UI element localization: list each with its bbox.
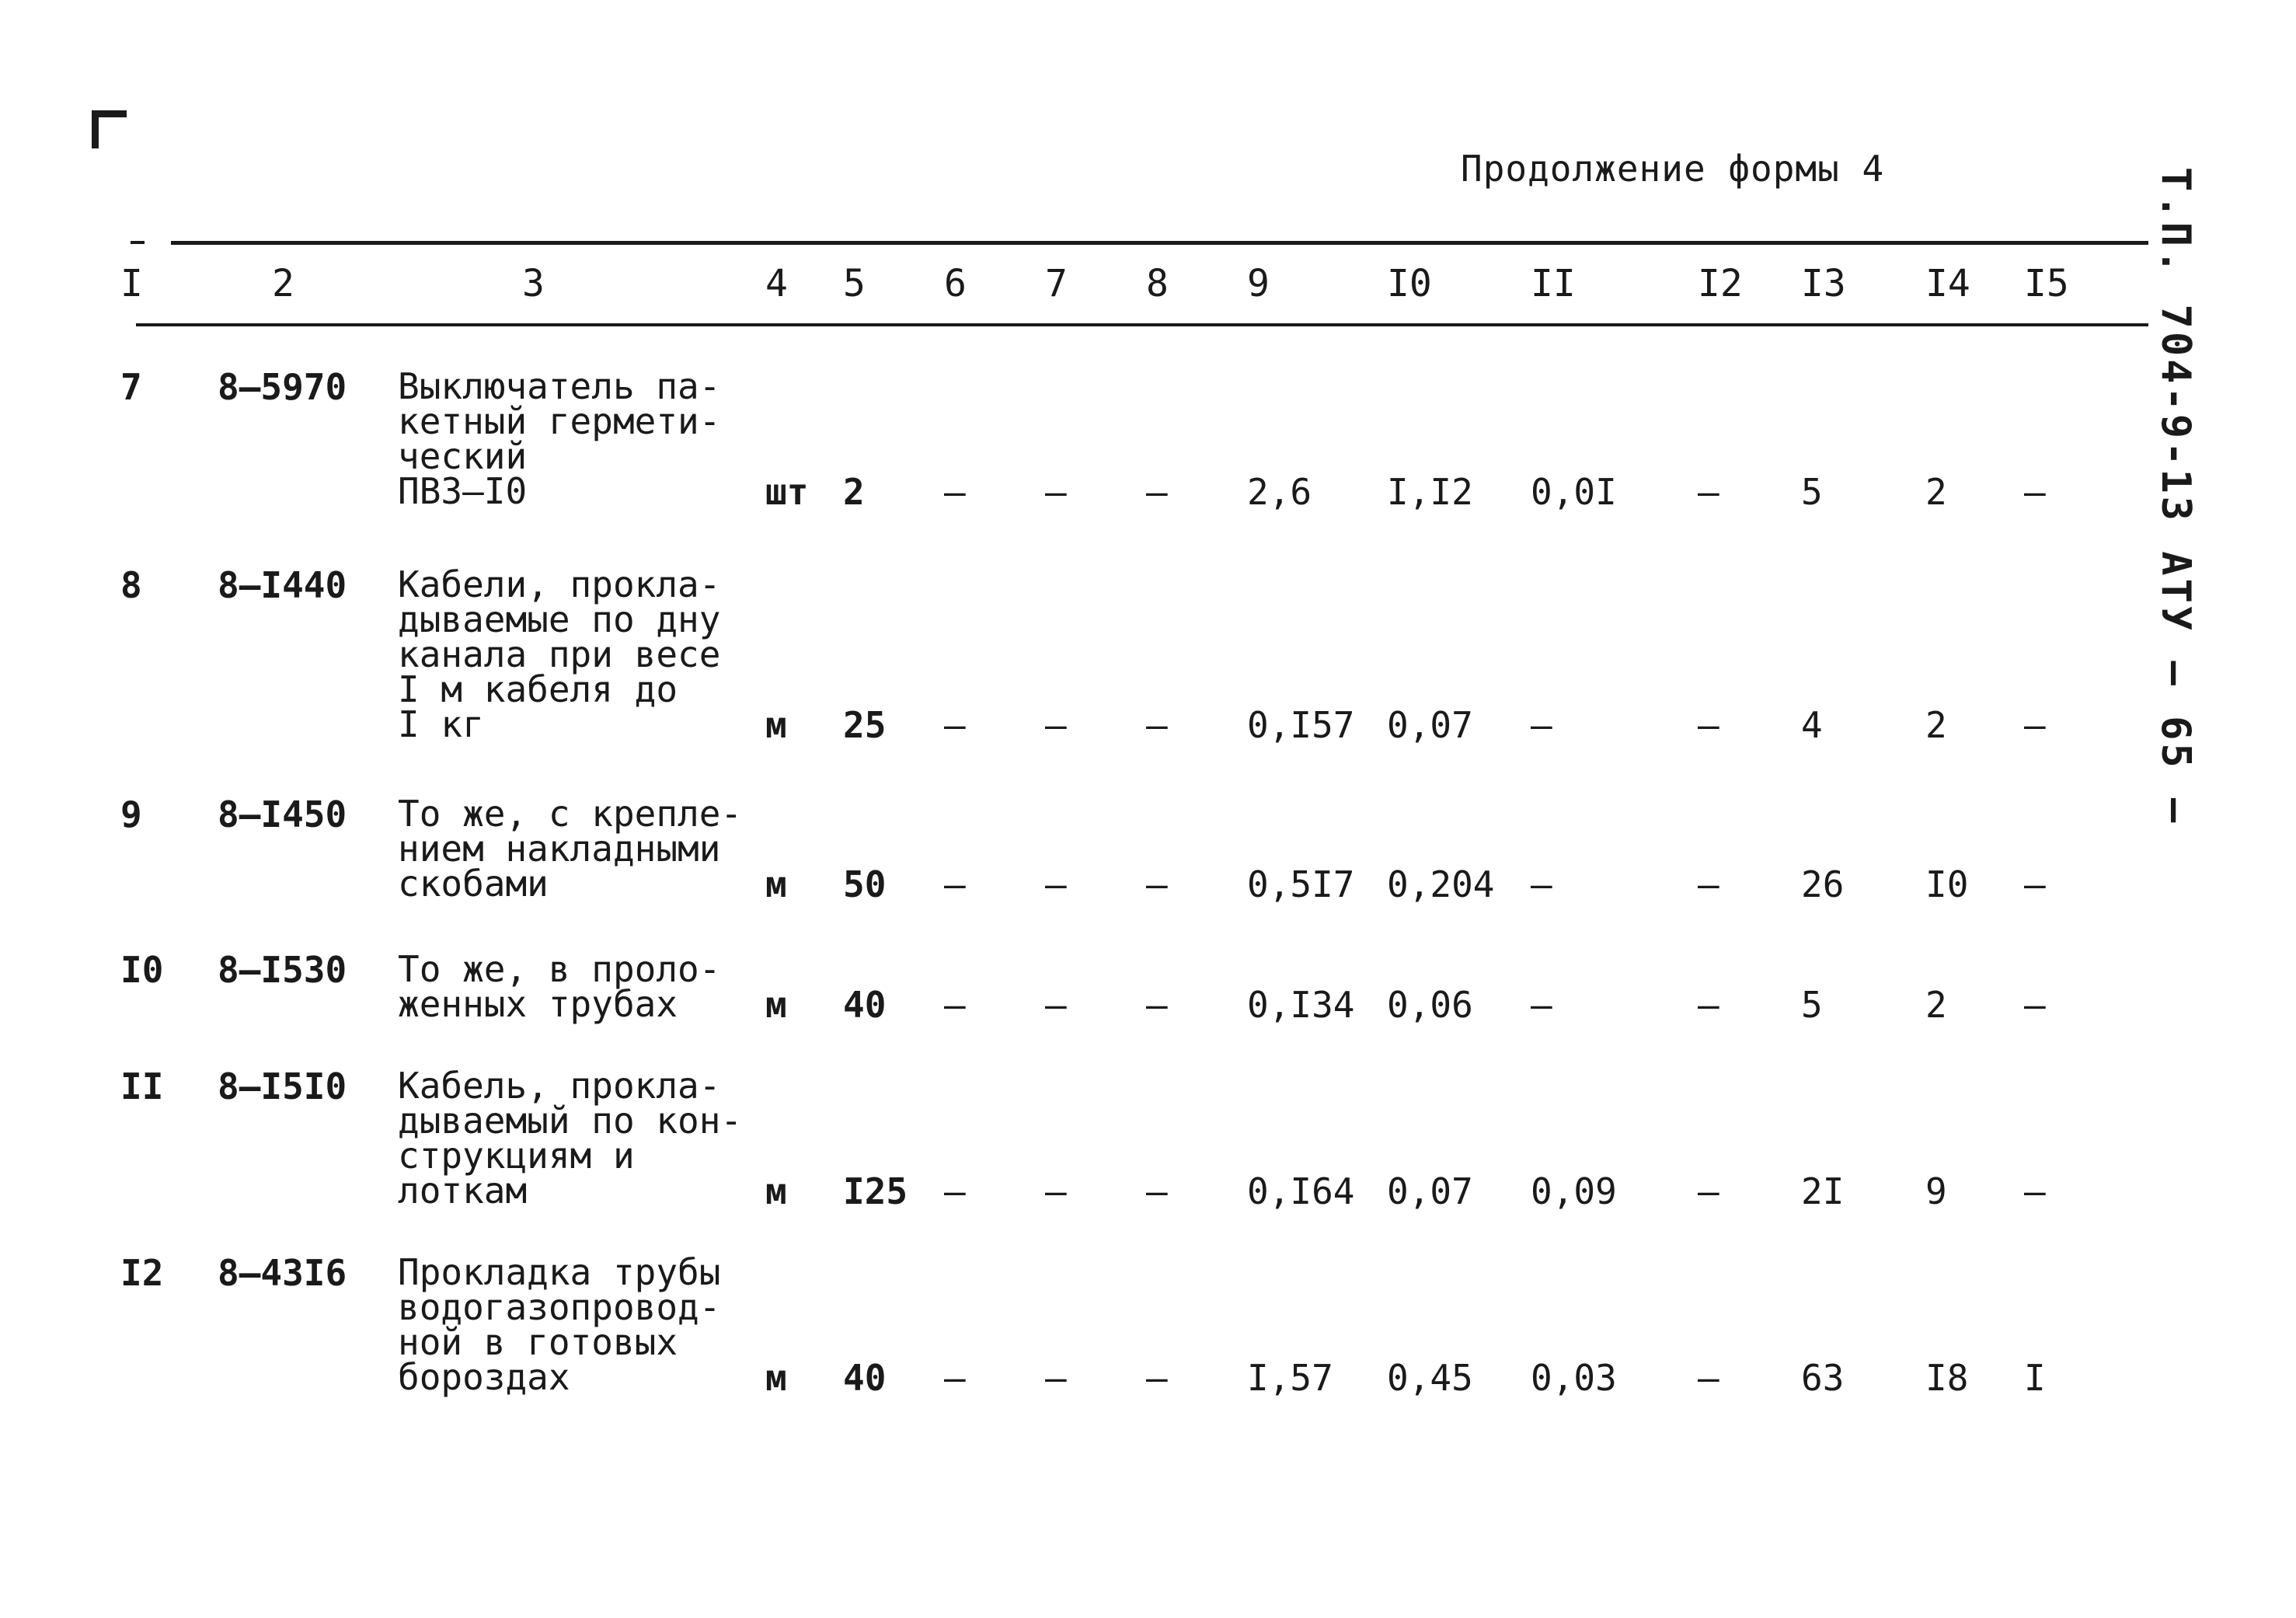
col-13-value: 4 <box>1801 704 1823 746</box>
norm-code: 8–I5I0 <box>218 1065 347 1107</box>
column-header-15: I5 <box>2024 262 2069 305</box>
col-8-value: – <box>1146 863 1168 905</box>
col-14-value: 2 <box>1925 704 1947 746</box>
column-header-3: 3 <box>522 262 545 305</box>
work-description <box>398 563 740 745</box>
col-6-value: – <box>944 1170 966 1212</box>
col-11-value: – <box>1531 863 1552 905</box>
top-rule-tick <box>131 241 145 244</box>
col-9-value: I,57 <box>1247 1357 1333 1399</box>
column-header-13: I3 <box>1801 262 1846 305</box>
col-13-value: 63 <box>1801 1357 1845 1399</box>
col-7-value: – <box>1045 863 1067 905</box>
description-line: Кабели, прокла- <box>398 563 721 605</box>
form-continuation-title: Продолжение формы 4 <box>1461 148 1885 190</box>
col-8-value: – <box>1146 984 1168 1026</box>
description-line: водогазопровод- <box>398 1286 721 1328</box>
col-15-value: I <box>2024 1357 2046 1399</box>
col-14-value: 2 <box>1925 984 1947 1026</box>
col-9-value: 0,I57 <box>1247 704 1355 746</box>
col-7-value: – <box>1045 471 1067 513</box>
col-9-value: 2,6 <box>1247 471 1312 513</box>
norm-code: 8–I440 <box>218 564 347 606</box>
quantity-value: 25 <box>843 704 887 746</box>
column-header-4: 4 <box>765 262 788 305</box>
col-7-value: – <box>1045 1357 1067 1399</box>
col-11-value: 0,03 <box>1531 1357 1617 1399</box>
quantity-value: 40 <box>843 984 887 1026</box>
col-10-value: 0,07 <box>1387 1170 1473 1212</box>
description-line: скобами <box>398 863 549 905</box>
document-side-code: Т.П. 704-9-13 АТУ — 65 — <box>2152 167 2199 826</box>
description-line: I кг <box>398 703 484 745</box>
column-header-7: 7 <box>1045 262 1068 305</box>
column-header-10: I0 <box>1387 262 1432 305</box>
description-line: кетный гермети- <box>398 400 721 442</box>
col-10-value: 0,45 <box>1387 1357 1473 1399</box>
col-8-value: – <box>1146 471 1168 513</box>
work-description <box>398 793 743 905</box>
col-12-value: – <box>1698 1170 1719 1212</box>
description-line: То же, в проло- <box>398 948 721 990</box>
row-number: I0 <box>120 949 164 991</box>
description-line: нием накладными <box>398 828 721 870</box>
unit-value: м <box>765 704 787 746</box>
quantity-value: 50 <box>843 863 887 905</box>
description-line: дываемые по дну <box>398 598 721 640</box>
col-11-value: – <box>1531 704 1552 746</box>
unit-value: м <box>765 984 787 1026</box>
work-description <box>398 365 740 512</box>
col-14-value: I0 <box>1925 863 1969 905</box>
column-header-8: 8 <box>1146 262 1169 305</box>
unit-value: м <box>765 1357 787 1399</box>
work-description <box>398 948 740 1025</box>
col-14-value: 9 <box>1925 1170 1947 1212</box>
norm-code: 8–I530 <box>218 949 347 991</box>
col-8-value: – <box>1146 1170 1168 1212</box>
col-10-value: 0,07 <box>1387 704 1473 746</box>
col-9-value: 0,5I7 <box>1247 863 1355 905</box>
col-15-value: – <box>2024 1170 2046 1212</box>
column-header-5: 5 <box>843 262 866 305</box>
col-6-value: – <box>944 984 966 1026</box>
unit-value: м <box>765 1170 787 1212</box>
column-header-2: 2 <box>272 262 294 305</box>
work-description <box>398 1251 740 1398</box>
row-number: I2 <box>120 1252 164 1294</box>
column-header-12: I2 <box>1698 262 1743 305</box>
col-14-value: 2 <box>1925 471 1947 513</box>
norm-code: 8–5970 <box>218 366 347 408</box>
col-10-value: I,I2 <box>1387 471 1473 513</box>
col-15-value: – <box>2024 863 2046 905</box>
col-7-value: – <box>1045 984 1067 1026</box>
quantity-value: 2 <box>843 471 865 513</box>
description-line: ПВЗ–I0 <box>398 470 528 512</box>
col-13-value: 5 <box>1801 471 1823 513</box>
description-line: Выключатель па- <box>398 365 721 407</box>
table-header-rule <box>136 323 2148 326</box>
description-line: женных трубах <box>398 983 678 1025</box>
col-9-value: 0,I34 <box>1247 984 1355 1026</box>
description-line: струкциям и <box>398 1135 635 1177</box>
col-13-value: 2I <box>1801 1170 1845 1212</box>
col-13-value: 5 <box>1801 984 1823 1026</box>
row-number: 8 <box>120 564 142 606</box>
col-15-value: – <box>2024 984 2046 1026</box>
description-line: лоткам <box>398 1170 528 1212</box>
col-13-value: 26 <box>1801 863 1845 905</box>
row-number: 7 <box>120 366 142 408</box>
col-6-value: – <box>944 1357 966 1399</box>
quantity-value: I25 <box>843 1170 908 1212</box>
col-11-value: – <box>1531 984 1552 1026</box>
col-12-value: – <box>1698 863 1719 905</box>
norm-code: 8–43I6 <box>218 1252 347 1294</box>
col-12-value: – <box>1698 1357 1719 1399</box>
col-7-value: – <box>1045 1170 1067 1212</box>
description-line: ной в готовых <box>398 1321 678 1363</box>
description-line: То же, с крепле- <box>398 793 743 835</box>
quantity-value: 40 <box>843 1357 887 1399</box>
column-header-14: I4 <box>1925 262 1970 305</box>
table-top-rule <box>171 241 2148 245</box>
norm-code: 8–I450 <box>218 793 347 835</box>
col-10-value: 0,204 <box>1387 863 1495 905</box>
col-8-value: – <box>1146 704 1168 746</box>
description-line: ческий <box>398 435 528 477</box>
col-12-value: – <box>1698 984 1719 1026</box>
col-6-value: – <box>944 471 966 513</box>
col-9-value: 0,I64 <box>1247 1170 1355 1212</box>
col-15-value: – <box>2024 471 2046 513</box>
row-number: 9 <box>120 793 142 835</box>
col-11-value: 0,09 <box>1531 1170 1617 1212</box>
col-12-value: – <box>1698 471 1719 513</box>
col-12-value: – <box>1698 704 1719 746</box>
column-header-1: I <box>120 262 143 305</box>
col-6-value: – <box>944 704 966 746</box>
col-6-value: – <box>944 863 966 905</box>
description-line: Кабель, прокла- <box>398 1065 721 1107</box>
description-line: Прокладка трубы <box>398 1251 721 1293</box>
work-description <box>398 1065 743 1212</box>
col-10-value: 0,06 <box>1387 984 1473 1026</box>
col-8-value: – <box>1146 1357 1168 1399</box>
column-header-6: 6 <box>944 262 967 305</box>
corner-mark <box>92 110 127 148</box>
col-7-value: – <box>1045 704 1067 746</box>
col-15-value: – <box>2024 704 2046 746</box>
column-header-9: 9 <box>1247 262 1270 305</box>
description-line: бороздах <box>398 1356 570 1398</box>
col-11-value: 0,0I <box>1531 471 1617 513</box>
unit-value: шт <box>765 471 809 513</box>
description-line: I м кабеля до <box>398 668 678 710</box>
column-header-11: II <box>1531 262 1576 305</box>
row-number: II <box>120 1065 164 1107</box>
unit-value: м <box>765 863 787 905</box>
col-14-value: I8 <box>1925 1357 1969 1399</box>
description-line: дываемый по кон- <box>398 1100 743 1142</box>
description-line: канала при весе <box>398 633 721 675</box>
